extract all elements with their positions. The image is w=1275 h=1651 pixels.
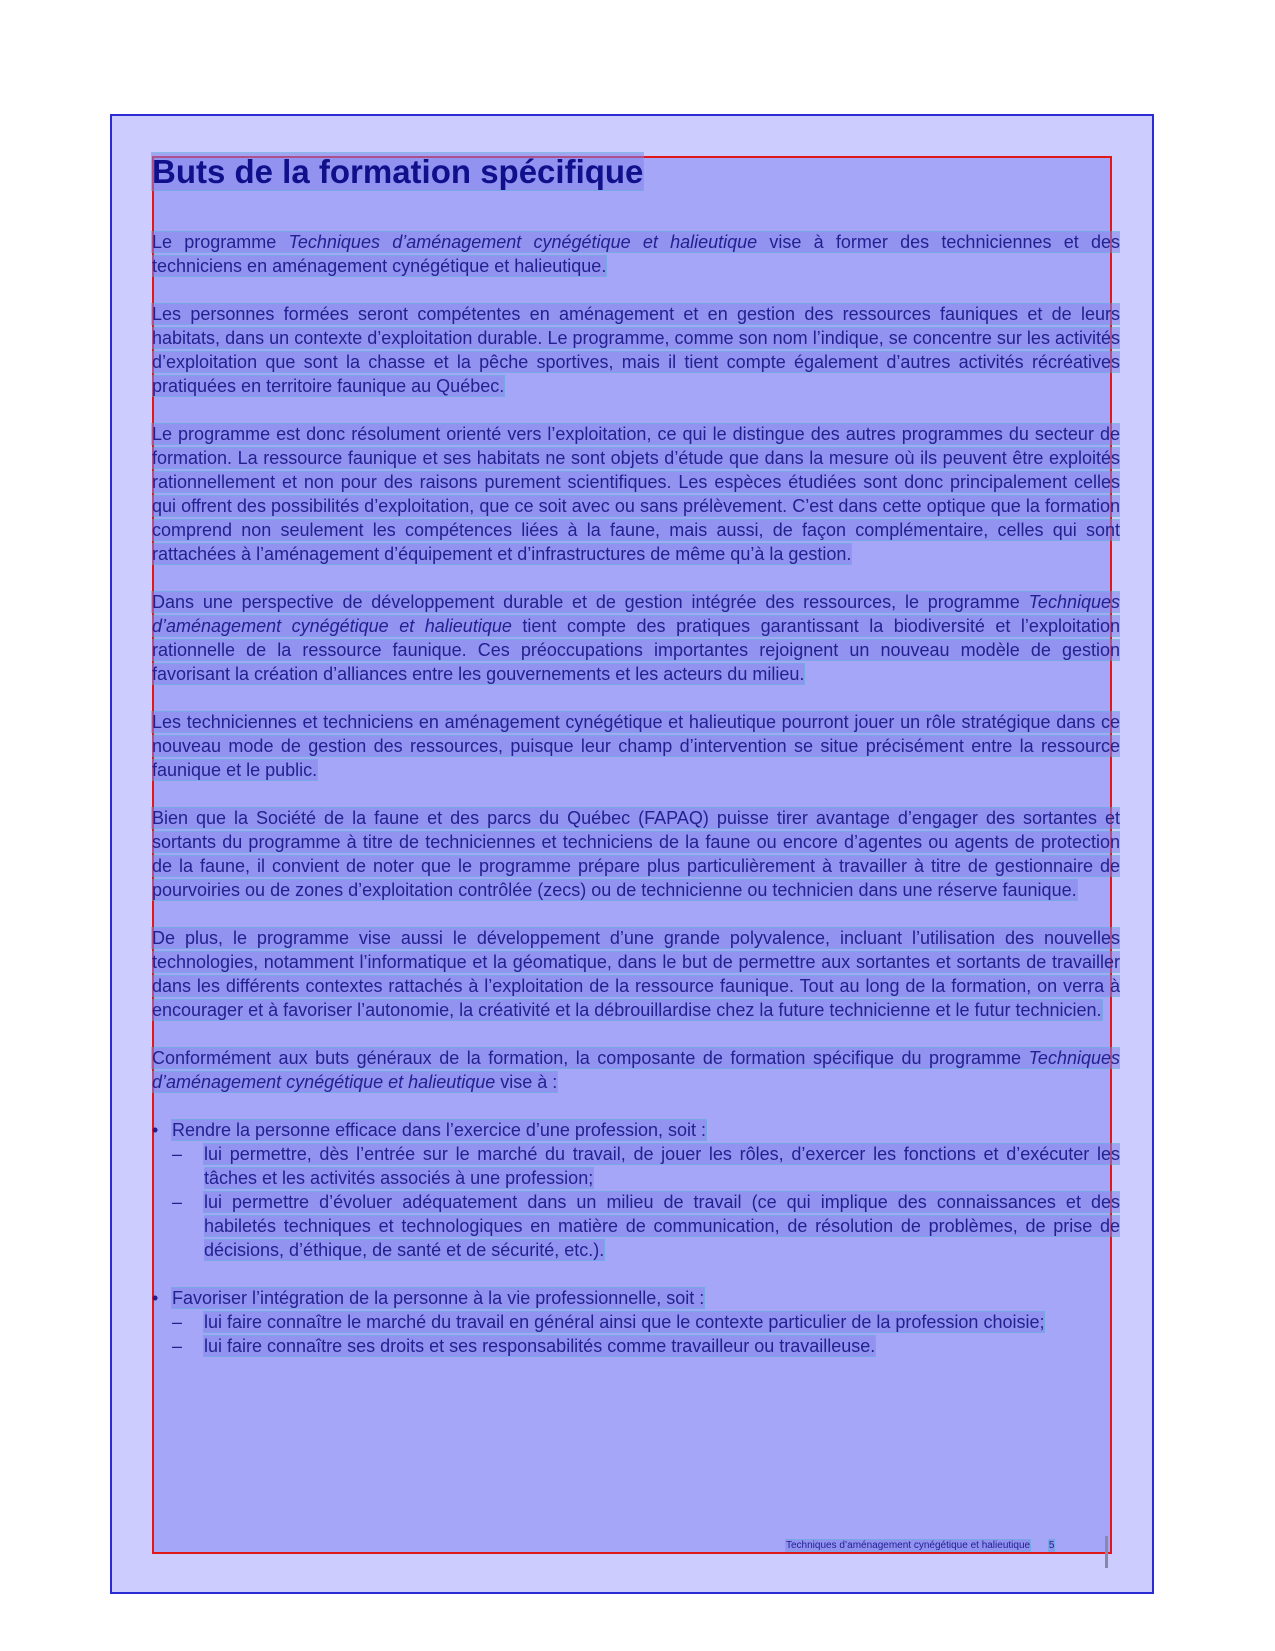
sub-list-item: – lui permettre d’évoluer adéquatement dans un milieu de travail (ce qui implique des connaissances et des habiletés techniques et technologiques en matière de communication, de résolution de problèmes, de prise de décisions, d’éthique, de santé et de sécurité, etc.).: [172, 1192, 1120, 1260]
program-name: Techniques d’aménagement cynégétique et halieutique: [152, 592, 1120, 636]
dash-marker: –: [172, 1336, 183, 1356]
paragraph-3: Le programme est donc résolument orienté vers l’exploitation, ce qui le distingue des autres programmes du secteur de formation. La ressource faunique et ses habitats ne sont objets d’étude que dans la mesure où ils peuvent être exploités rationnellement et non pour des raisons purement scientifiques. Les espèces étudiées sont donc principalement celles qui offrent des possibilités d’exploitation, que ce soit avec ou sans prélèvement. C’est dans cette optique que la formation comprend non seulement les compétences liées à la faune, mais aussi, de façon complémentaire, celles qui sont rattachées à l’aménagement d’équipement et d’infrastructures de même qu’à la gestion.: [152, 424, 1120, 564]
sub-list-item: – lui faire connaître ses droits et ses responsabilités comme travailleur ou travailleuse.: [172, 1336, 876, 1356]
paragraph-1: Le programme Techniques d’aménagement cynégétique et halieutique vise à former des techniciennes et des techniciens en aménagement cynégétique et halieutique.: [152, 232, 1121, 276]
dash-marker: –: [172, 1144, 183, 1164]
sub-list-item: – lui faire connaître le marché du travail en général ainsi que le contexte particulier de la profession choisie;: [172, 1312, 1045, 1332]
bullet-marker: •: [152, 1288, 159, 1308]
sub-list-item: – lui permettre, dès l’entrée sur le marché du travail, de jouer les rôles, d’exercer les fonctions et d’exécuter les tâches et les activités associés à une profession;: [172, 1144, 1120, 1188]
paragraph-4: Dans une perspective de développement durable et de gestion intégrée des ressources, le programme Techniques d’aménagement cynégétique et halieutique tient compte des pratiques garantissant la biodiversité et l’exploitation rationnelle de la ressource faunique. Ces préoccupations importantes rejoignent un nouveau modèle de gestion favorisant la création d’alliances entre les gouvernements et les acteurs du milieu.: [152, 592, 1120, 684]
dash-marker: –: [172, 1192, 183, 1212]
bullet-marker: •: [152, 1120, 159, 1140]
page-footer: [786, 1540, 1054, 1552]
paragraph-6: Bien que la Société de la faune et des parcs du Québec (FAPAQ) puisse tirer avantage d’engager des sortantes et sortants du programme à titre de techniciennes et techniciens de la faune ou encore d’agentes ou agents de protection de la faune, il convient de noter que le programme prépare plus particulièrement à travailler à titre de gestionnaire de pourvoiries ou de zones d’exploitation contrôlée (zecs) ou de technicienne ou technicien dans une réserve faunique.: [152, 808, 1120, 900]
sub-list: [172, 1142, 1120, 1262]
paragraph-5: Les techniciennes et techniciens en aménagement cynégétique et halieutique pourront jouer un rôle stratégique dans ce nouveau mode de gestion des ressources, puisque leur champ d’intervention se situe précisément entre la ressource faunique et le public.: [152, 712, 1120, 780]
program-name: Techniques d’aménagement cynégétique et halieutique: [152, 1048, 1120, 1092]
paragraph-8: Conformément aux buts généraux de la formation, la composante de formation spécifique du programme Techniques d’aménagement cynégétique et halieutique vise à :: [152, 1048, 1120, 1092]
paragraph-7: De plus, le programme vise aussi le développement d’une grande polyvalence, incluant l’utilisation des nouvelles technologies, notamment l’informatique et la géomatique, dans le but de permettre aux sortantes et sortants de travailler dans les différents contextes rattachés à l’exploitation de la ressource faunique. Tout au long de la formation, on verra à encourager et à favoriser l’autonomie, la créativité et la débrouillardise chez la future technicienne et le futur technicien.: [152, 928, 1120, 1020]
list-item-label: Favoriser l’intégration de la personne à la vie professionnelle, soit :: [172, 1288, 705, 1308]
program-name: Techniques d’aménagement cynégétique et halieutique: [288, 232, 758, 252]
list-item-label: Rendre la personne efficace dans l’exercice d’une profession, soit :: [172, 1120, 706, 1140]
document-body: [152, 152, 1120, 1382]
sub-list: [172, 1310, 1120, 1358]
list-item: [152, 1118, 1120, 1262]
page-number: 5: [1048, 1540, 1055, 1551]
page-title: Buts de la formation spécifique: [152, 153, 644, 190]
footer-divider: [1105, 1536, 1108, 1568]
dash-marker: –: [172, 1312, 183, 1332]
list-item: [152, 1286, 1120, 1358]
goals-list: [152, 1118, 1120, 1358]
footer-program-title: Techniques d’aménagement cynégétique et halieutique: [786, 1540, 1031, 1551]
paragraph-2: Les personnes formées seront compétentes en aménagement et en gestion des ressources fauniques et de leurs habitats, dans un contexte d’exploitation durable. Le programme, comme son nom l’indique, se concentre sur les activités d’exploitation que sont la chasse et la pêche sportives, mais il tient compte également d’autres activités récréatives pratiquées en territoire faunique au Québec.: [152, 304, 1120, 396]
